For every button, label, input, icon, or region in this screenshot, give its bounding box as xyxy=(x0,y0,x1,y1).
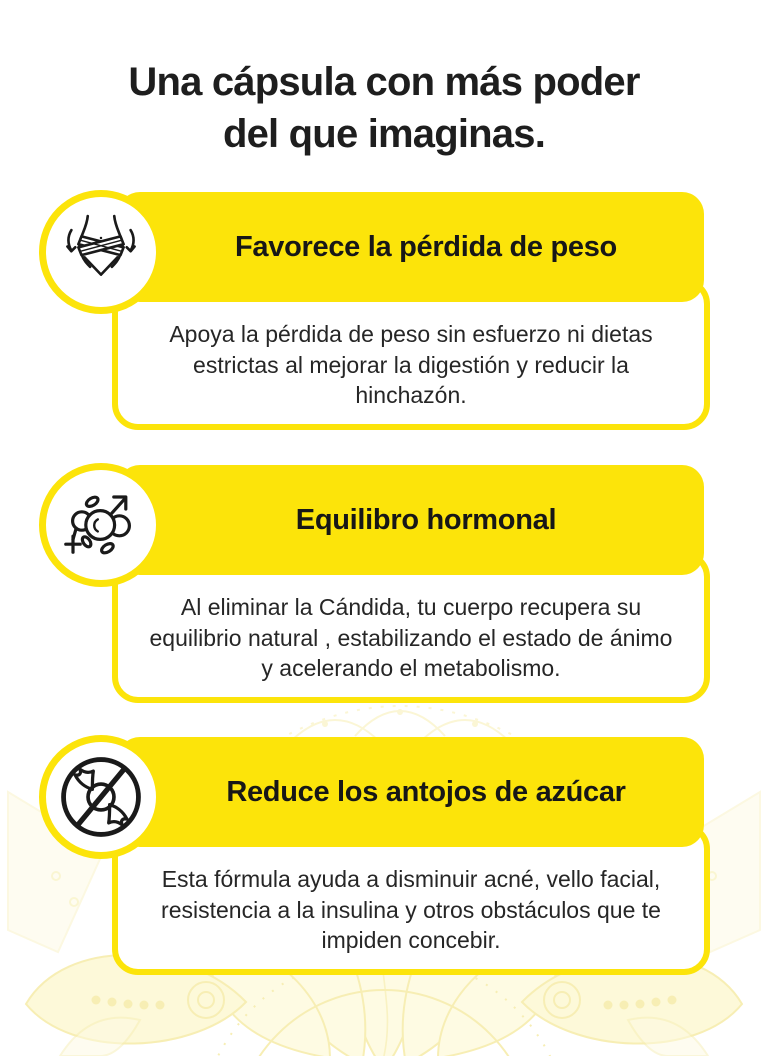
page-title xyxy=(0,56,768,160)
section-body-text: Esta fórmula ayuda a disminuir acné, vello facial, resistencia a la insulina y otros obstáculos que te impiden concebir. xyxy=(161,866,661,954)
section-title: Favorece la pérdida de peso xyxy=(235,230,617,263)
hormone-balance-icon xyxy=(39,463,163,587)
section-header-hormonal-balance xyxy=(118,465,704,575)
section-title: Reduce los antojos de azúcar xyxy=(226,775,626,808)
no-sugar-candy-icon xyxy=(39,735,163,859)
waist-slimming-icon xyxy=(39,190,163,314)
page-title-line-1: Una cápsula con más poder xyxy=(128,60,640,104)
page-title-line-2: del que imaginas. xyxy=(222,112,546,156)
section-title: Equilibro hormonal xyxy=(295,503,557,536)
section-header-sugar-cravings xyxy=(118,737,704,847)
section-body-text: Al eliminar la Cándida, tu cuerpo recupera su equilibrio natural , estabilizando el estado de ánimo y acelerando el metabolismo. xyxy=(149,594,673,682)
section-body-text: Apoya la pérdida de peso sin esfuerzo ni dietas estrictas al mejorar la digestión y reducir la hinchazón. xyxy=(169,321,653,409)
section-header-weight-loss xyxy=(118,192,704,302)
